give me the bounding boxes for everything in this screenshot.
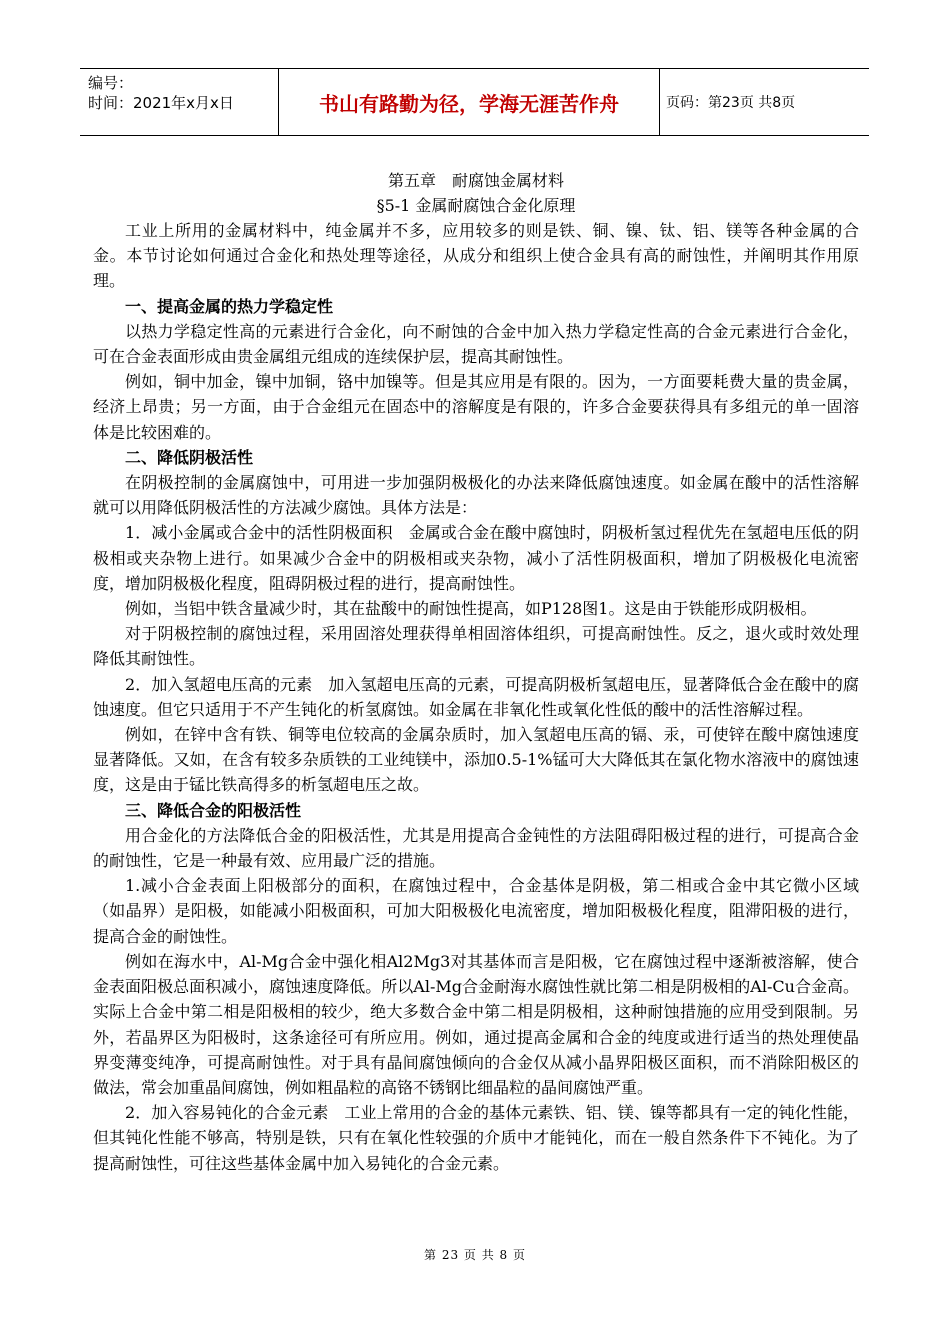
header-meta [88, 73, 278, 113]
paragraph: 对于阴极控制的腐蚀过程，采用固溶处理获得单相固溶体组织，可提高耐蚀性。反之，退火或时效处理降低其耐蚀性。 [93, 624, 859, 669]
paragraph: 在阴极控制的金属腐蚀中，可用进一步加强阴极极化的办法来降低腐蚀速度。如金属在酸中的活性溶解就可以用降低阴极活性的方法减少腐蚀。具体方法是： [93, 473, 859, 518]
paragraph: 以热力学稳定性高的元素进行合金化，向不耐蚀的合金中加入热力学稳定性高的合金元素进行合金化，可在合金表面形成由贵金属组元组成的连续保护层，提高其耐蚀性。 [93, 321, 859, 367]
section-heading: 一、提高金属的热力学稳定性 [125, 296, 334, 316]
paragraph: 例如，当铝中铁含量减少时，其在盐酸中的耐蚀性提高，如P128图1。这是由于铁能形成阴极相。 [125, 599, 817, 619]
paragraph: 例如，铜中加金，镍中加铜，铬中加镍等。但是其应用是有限的。因为，一方面要耗费大量的贵金属，经济上昂贵；另一方面，由于合金组元在固态中的溶解度是有限的，许多合金要获得具有多组元的单一固溶体是比较困难的。 [93, 372, 859, 442]
paragraph: 1.减小合金表面上阳极部分的面积，在腐蚀过程中，合金基体是阴极，第二相或合金中其它微小区域（如晶界）是阳极，如能减小阳极面积，可加大阳极极化电流密度，增加阳极极化程度，阻滞阳极的进行，提高合金的耐蚀性。 [93, 876, 859, 946]
header-motto: 书山有路勤为径，学海无涯苦作舟 [278, 69, 660, 135]
paragraph: 用合金化的方法降低合金的阳极活性，尤其是用提高合金钝性的方法阻碍阳极过程的进行，可提高合金的耐蚀性，它是一种最有效、应用最广泛的措施。 [93, 825, 859, 871]
header-page-label: 页码：第23页 共8页 [666, 95, 796, 111]
section-heading: 三、降低合金的阳极活性 [125, 800, 302, 820]
page-footer: 第 23 页 共 8 页 [424, 1248, 526, 1262]
section-heading: 二、降低阴极活性 [125, 447, 254, 467]
chapter-title: 第五章 耐腐蚀金属材料 [387, 171, 564, 190]
number-label: 编号： [88, 74, 134, 92]
document-body [93, 168, 859, 1176]
paragraph: 例如在海水中，Al-Mg合金中强化相Al2Mg3对其基体而言是阳极，它在腐蚀过程中逐渐被溶解，使合金表面阳极总面积减小，腐蚀速度降低。所以Al-Mg合金耐海水腐蚀性就比第二相是阴极相的Al-Cu合金高。实际上合金中第二相是阳极相的较少，绝大多数合金中第二相是阴极相，这种耐蚀措施的应用受到限制。另外，若晶界区为阳极时，这条途径可有所应用。例如，通过提高金属和合金的纯度或进行适当的热处理使晶界变薄变纯净，可提高耐蚀性。对于具有晶间腐蚀倾向的合金仅从减小晶界阳极区面积，而不消除阳极区的做法，常会加重晶间腐蚀，例如粗晶粒的高铬不锈钢比细晶粒的晶间腐蚀严重。 [93, 951, 859, 1097]
paragraph: 2．加入容易钝化的合金元素 工业上常用的合金的基体元素铁、铝、镁、镍等都具有一定的钝化性能，但其钝化性能不够高，特别是铁，只有在氧化性较强的介质中才能钝化，而在一般自然条件下不钝化。为了提高耐蚀性，可往这些基体金属中加入易钝化的合金元素。 [93, 1103, 859, 1173]
paragraph: 1．减小金属或合金中的活性阴极面积 金属或合金在酸中腐蚀时，阴极析氢过程优先在氢超电压低的阴极相或夹杂物上进行。如果减少合金中的阴极相或夹杂物，减小了活性阴极面积，增加了阴极极化电流密度，增加阴极极化程度，阻碍阴极过程的进行，提高耐蚀性。 [93, 523, 859, 593]
section-title: §5-1 金属耐腐蚀合金化原理 [376, 196, 576, 215]
header-band [80, 68, 869, 136]
paragraph: 2．加入氢超电压高的元素 加入氢超电压高的元素，可提高阴极析氢超电压，显著降低合金在酸中的腐蚀速度。但它只适用于不产生钝化的析氢腐蚀。如金属在非氧化性或氧化性低的酸中的活性溶解过程。 [93, 674, 859, 719]
paragraph: 例如，在锌中含有铁、铜等电位较高的金属杂质时，加入氢超电压高的镉、汞，可使锌在酸中腐蚀速度显著降低。又如，在含有较多杂质铁的工业纯镁中，添加0.5-1%锰可大大降低其在氯化物水溶液中的腐蚀速度，这是由于锰比铁高得多的析氢超电压之故。 [93, 725, 859, 795]
time-label: 时间：2021年x月x日 [88, 94, 234, 112]
paragraph: 工业上所用的金属材料中，纯金属并不多，应用较多的则是铁、铜、镍、钛、铝、镁等各种金属的合金。本节讨论如何通过合金化和热处理等途径，从成分和组织上使合金具有高的耐蚀性，并阐明其作用原理。 [93, 221, 859, 291]
